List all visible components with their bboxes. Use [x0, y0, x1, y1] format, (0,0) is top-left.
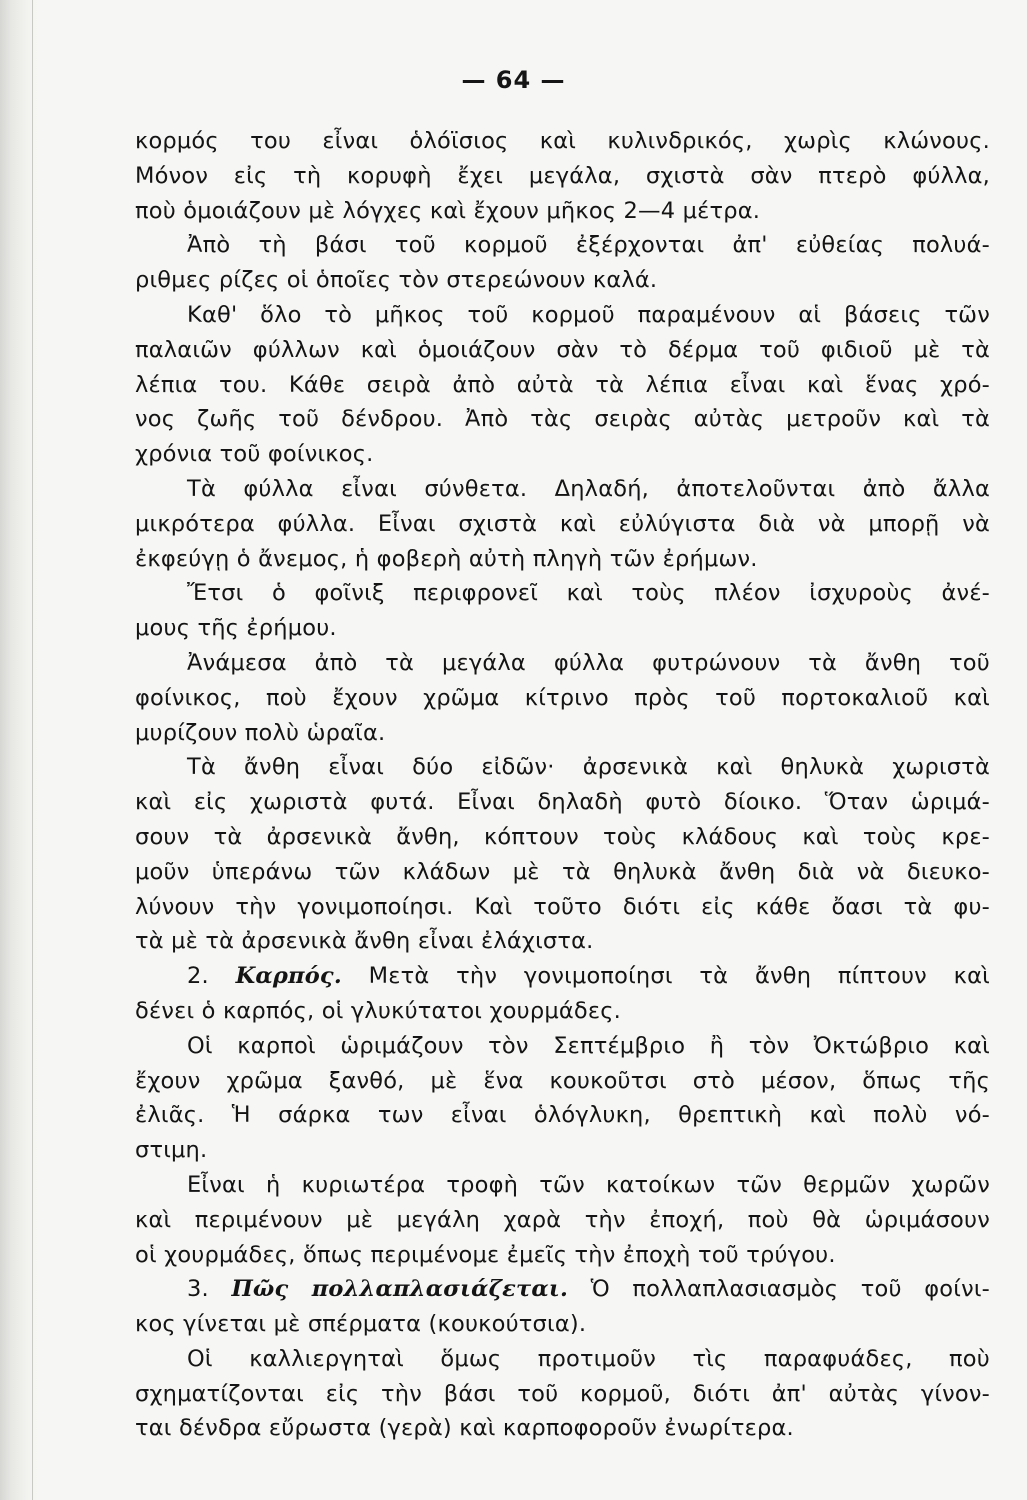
text-line: οἱ χουρμάδες, ὅπως περιμένομε ἐμεῖς τὴν ἐποχὴ τοῦ τρύγου. [135, 1241, 836, 1268]
text-line: κορμός του εἶναι ὁλόϊσιος καὶ κυλινδρικός, χωρὶς κλώνους. [135, 128, 990, 154]
section-heading-fruit: Καρπός. [235, 963, 342, 990]
page-binding-edge [0, 0, 38, 1500]
text-line: Εἶναι ἡ κυριωτέρα τροφὴ τῶν κατοίκων τῶν θερμῶν χωρῶν [187, 1171, 990, 1198]
text-line: μυρίζουν πολὺ ὡραῖα. [135, 719, 386, 746]
text-line: ἔχουν χρῶμα ξανθό, μὲ ἕνα κουκοῦτσι στὸ μέσον, ὅπως τῆς [135, 1067, 990, 1094]
page-number: — 64 — [461, 66, 566, 94]
text-line: Μόνον εἰς τὴ κορυφὴ ἔχει μεγάλα, σχιστὰ σὰν πτερὸ φύλλα, [135, 162, 990, 189]
text-line: καὶ περιμένουν μὲ μεγάλη χαρὰ τὴν ἐποχή, ποὺ θὰ ὡριμάσουν [135, 1206, 990, 1233]
text-line: σουν τὰ ἀρσενικὰ ἄνθη, κόπτουν τοὺς κλάδους καὶ τοὺς κρε- [135, 823, 990, 850]
text-line: λύνουν τὴν γονιμοποίησι. Καὶ τοῦτο διότι εἰς κάθε ὄασι τὰ φυ- [135, 893, 990, 920]
text-line: λέπια του. Κάθε σειρὰ ἀπὸ αὐτὰ τὰ λέπια εἶναι καὶ ἕνας χρό- [135, 371, 990, 398]
section-number: 2. [187, 963, 236, 990]
text-line: παλαιῶν φύλλων καὶ ὁμοιάζουν σὰν τὸ δέρμα τοῦ φιδιοῦ μὲ τὰ [135, 336, 990, 363]
text-line: σχηματίζονται εἰς τὴν βάσι τοῦ κορμοῦ, διότι ἀπ' αὐτὰς γίνον- [135, 1380, 990, 1407]
body-text [135, 124, 990, 1446]
text-line: καὶ εἰς χωριστὰ φυτά. Εἶναι δηλαδὴ φυτὸ δίοικο. Ὅταν ὡριμά- [135, 789, 990, 816]
text-line: Ἔτσι ὁ φοῖνιξ περιφρονεῖ καὶ τοὺς πλέον ἰσχυροὺς ἀνέ- [187, 580, 990, 607]
text-line: δένει ὁ καρπός, οἱ γλυκύτατοι χουρμάδες. [135, 997, 621, 1024]
text-line: Ἀπὸ τὴ βάσι τοῦ κορμοῦ ἐξέρχονται ἀπ' εὐθείας πολυά- [187, 232, 990, 259]
text-line: μικρότερα φύλλα. Εἶναι σχιστὰ καὶ εὐλύγιστα διὰ νὰ μπορῇ νὰ [135, 510, 990, 537]
text-line: μους τῆς ἐρήμου. [135, 615, 337, 642]
text-line: ποὺ ὁμοιάζουν μὲ λόγχες καὶ ἔχουν μῆκος 2—4 μέτρα. [135, 197, 761, 224]
section-heading-line-propagation [135, 1272, 990, 1307]
text-line: κος γίνεται μὲ σπέρματα (κουκούτσια). [135, 1311, 587, 1338]
text-line: Καθ' ὅλο τὸ μῆκος τοῦ κορμοῦ παραμένουν αἱ βάσεις τῶν [187, 301, 990, 328]
text-line: ριθμες ρίζες οἱ ὁποῖες τὸν στερεώνουν καλά. [135, 267, 658, 294]
text-line: τὰ μὲ τὰ ἀρσενικὰ ἄνθη εἶναι ἐλάχιστα. [135, 928, 594, 955]
text-line: στιμη. [135, 1137, 208, 1164]
text-line: Οἱ καλλιεργηταὶ ὅμως προτιμοῦν τὶς παραφυάδες, ποὺ [187, 1345, 990, 1372]
text-line: φοίνικος, ποὺ ἔχουν χρῶμα κίτρινο πρὸς τοῦ πορτοκαλιοῦ καὶ [135, 684, 990, 711]
text-line: Οἱ καρποὶ ὡριμάζουν τὸν Σεπτέμβριο ἢ τὸν Ὀκτώβριο καὶ [187, 1032, 990, 1059]
text-line: μοῦν ὑπεράνω τῶν κλάδων μὲ τὰ θηλυκὰ ἄνθη διὰ νὰ διευκο- [135, 858, 990, 885]
section-heading-line-fruit [135, 959, 990, 994]
section-heading-propagation: Πῶς πολλαπλασιάζεται. [231, 1276, 568, 1303]
text-line: χρόνια τοῦ φοίνικος. [135, 441, 374, 468]
text-segment: Μετὰ τὴν γονιμοποίησι τὰ ἄνθη πίπτουν καὶ [341, 963, 990, 990]
text-line: ἐλιᾶς. Ἡ σάρκα των εἶναι ὁλόγλυκη, θρεπτικὴ καὶ πολὺ νό- [135, 1102, 990, 1129]
section-number: 3. [187, 1276, 232, 1303]
text-line: Ἀνάμεσα ἀπὸ τὰ μεγάλα φύλλα φυτρώνουν τὰ ἄνθη τοῦ [187, 649, 990, 676]
text-line: Τὰ φύλλα εἶναι σύνθετα. Δηλαδή, ἀποτελοῦνται ἀπὸ ἄλλα [187, 475, 990, 502]
text-line: Τὰ ἄνθη εἶναι δύο εἰδῶν· ἀρσενικὰ καὶ θηλυκὰ χωριστὰ [187, 754, 990, 781]
text-segment: Ὁ πολλαπλασιασμὸς τοῦ φοίνι- [567, 1276, 990, 1303]
text-line: ται δένδρα εὔρωστα (γερὰ) καὶ καρποφοροῦν ἐνωρίτερα. [135, 1415, 794, 1442]
text-line: νος ζωῆς τοῦ δένδρου. Ἀπὸ τὰς σειρὰς αὐτὰς μετροῦν καὶ τὰ [135, 406, 990, 433]
text-line: ἐκφεύγῃ ὁ ἄνεμος, ἡ φοβερὴ αὐτὴ πληγὴ τῶν ἐρήμων. [135, 545, 758, 572]
